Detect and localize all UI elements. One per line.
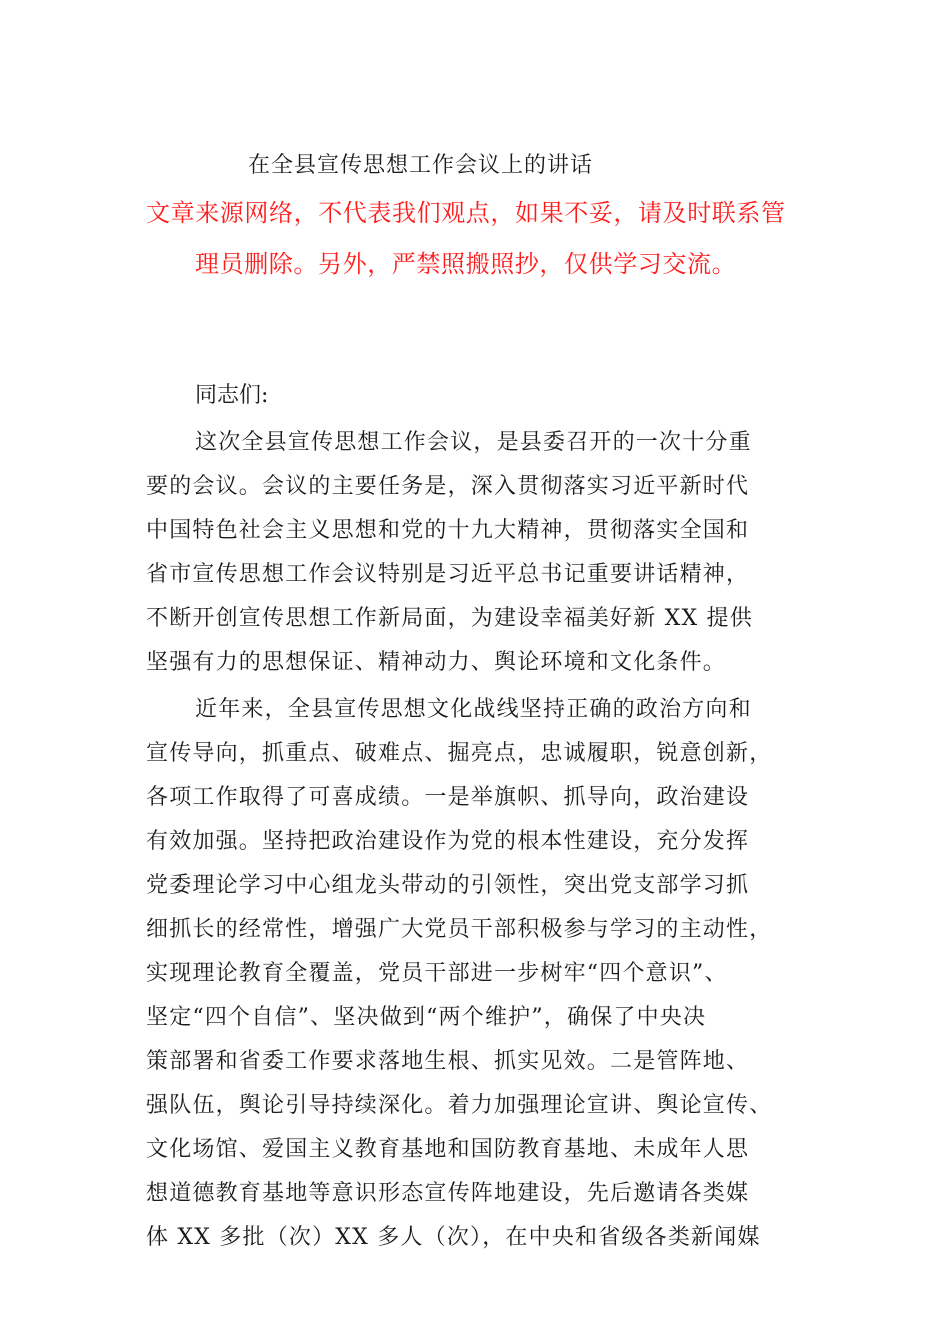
body-line: 党委理论学习中心组龙头带动的引领性，突出党支部学习抓 <box>146 873 750 898</box>
body-line: 实现理论教育全覆盖，党员干部进一步树牢“四个意识”、 <box>146 961 728 986</box>
body-line: 中国特色社会主义思想和党的十九大精神，贯彻落实全国和 <box>146 518 750 543</box>
body-line: 细抓长的经常性，增强广大党员干部积极参与学习的主动性， <box>146 917 773 942</box>
disclaimer-line-1: 文章来源网络，不代表我们观点，如果不妥，请及时联系管 <box>146 199 786 227</box>
body-line: 策部署和省委工作要求落地生根、抓实见效。二是管阵地、 <box>146 1049 750 1074</box>
body-line: 体 XX 多批（次）XX 多人（次），在中央和省级各类新闻媒 <box>146 1225 761 1250</box>
body-line: 强队伍，舆论引导持续深化。着力加强理论宣讲、舆论宣传、 <box>146 1093 773 1118</box>
body-line: 近年来，全县宣传思想文化战线坚持正确的政治方向和 <box>195 697 752 722</box>
body-line: 宣传导向，抓重点、破难点、掘亮点，忠诚履职，锐意创新， <box>146 741 773 766</box>
body-line: 各项工作取得了可喜成绩。一是举旗帜、抓导向，政治建设 <box>146 785 750 810</box>
body-line: 不断开创宣传思想工作新局面，为建设幸福美好新 XX 提供 <box>146 606 753 631</box>
body-line: 有效加强。坚持把政治建设作为党的根本性建设，充分发挥 <box>146 829 750 854</box>
disclaimer-line-2: 理员删除。另外，严禁照搬照抄，仅供学习交流。 <box>195 250 737 278</box>
body-line: 这次全县宣传思想工作会议，是县委召开的一次十分重 <box>195 430 752 455</box>
body-line: 坚定“四个自信”、坚决做到“两个维护”，确保了中央决 <box>146 1005 707 1030</box>
body-line: 文化场馆、爱国主义教育基地和国防教育基地、未成年人思 <box>146 1137 750 1162</box>
body-line: 要的会议。会议的主要任务是，深入贯彻落实习近平新时代 <box>146 474 750 499</box>
body-line: 坚强有力的思想保证、精神动力、舆论环境和文化条件。 <box>146 650 727 675</box>
document-title: 在全县宣传思想工作会议上的讲话 <box>248 153 594 178</box>
body-line: 省市宣传思想工作会议特别是习近平总书记重要讲话精神， <box>146 562 750 587</box>
body-line: 想道德教育基地等意识形态宣传阵地建设，先后邀请各类媒 <box>146 1181 750 1206</box>
salutation: 同志们: <box>195 383 269 408</box>
